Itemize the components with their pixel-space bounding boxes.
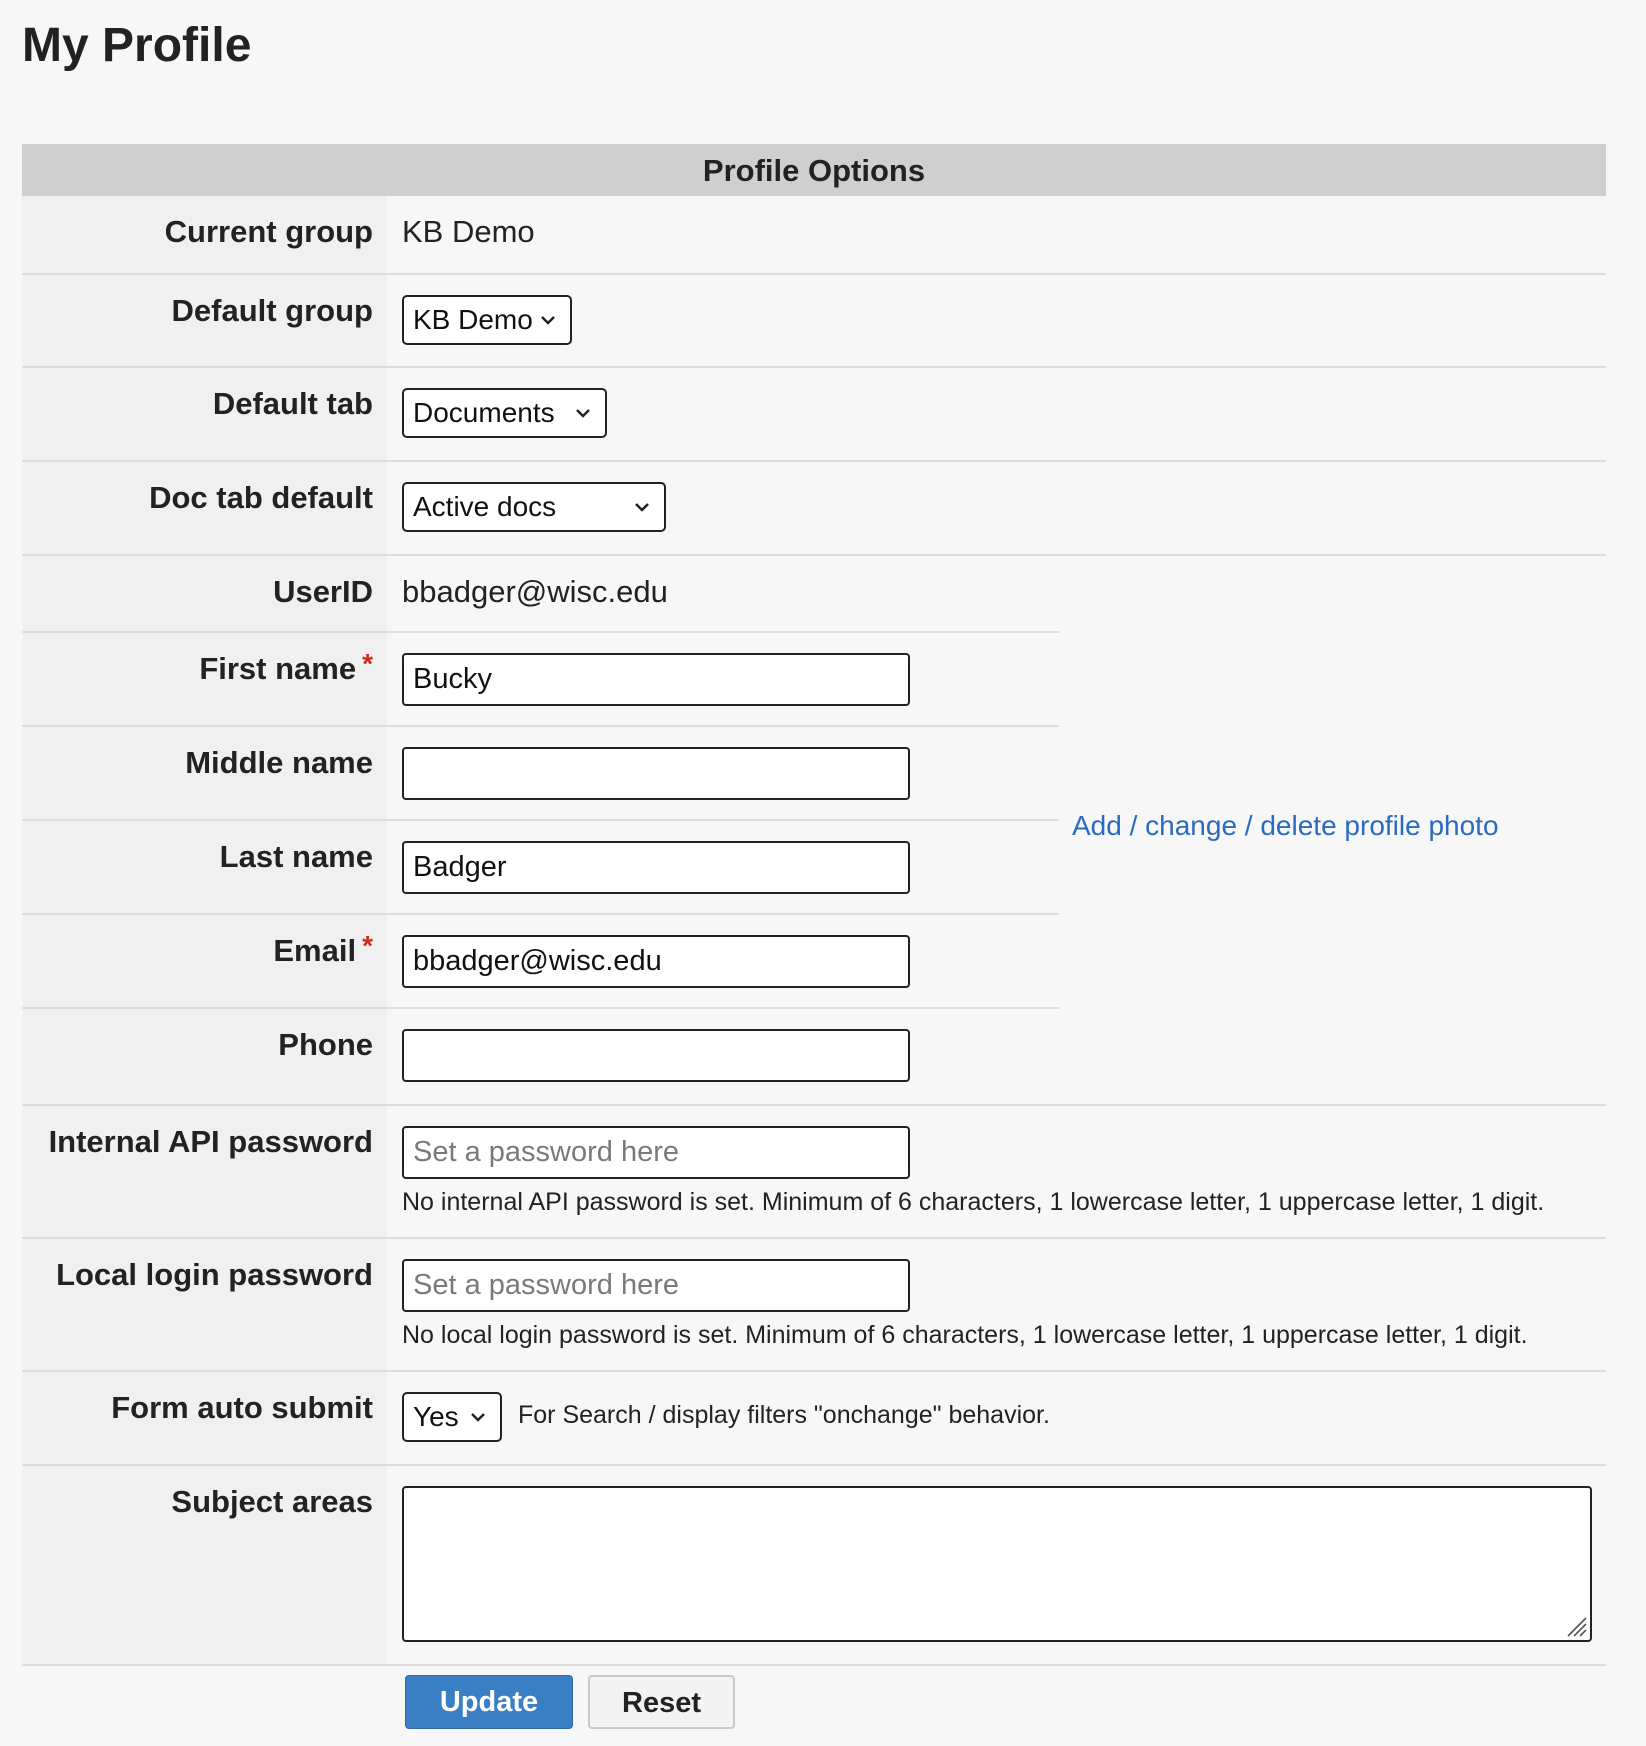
- email-input[interactable]: bbadger@wisc.edu: [402, 935, 910, 988]
- doc-tab-default-select[interactable]: [402, 482, 666, 532]
- default-group-label: Default group: [22, 275, 387, 366]
- form-auto-submit-cell: [387, 1372, 1606, 1464]
- row-middle-name: [22, 727, 1606, 821]
- local-login-password-input[interactable]: Set a password here: [402, 1259, 910, 1312]
- form-auto-submit-select[interactable]: [402, 1392, 502, 1442]
- update-button[interactable]: Update: [405, 1675, 573, 1729]
- reset-button[interactable]: Reset: [588, 1675, 735, 1729]
- email-label-cell: [22, 915, 387, 1009]
- internal-api-password-label: Internal API password: [22, 1106, 387, 1237]
- internal-api-password-help: No internal API password is set. Minimum of 6 characters, 1 lowercase letter, 1 uppercase letter, 1 digit.: [402, 1188, 1545, 1216]
- middle-name-input[interactable]: [402, 747, 910, 800]
- middle-name-label: Middle name: [22, 727, 387, 821]
- local-login-password-label: Local login password: [22, 1239, 387, 1370]
- first-name-input[interactable]: Bucky: [402, 653, 910, 706]
- email-label: Email: [273, 933, 357, 968]
- row-first-name: [22, 633, 1606, 727]
- row-email: [22, 915, 1606, 1009]
- middle-name-cell: [387, 727, 1606, 821]
- first-name-label-cell: [22, 633, 387, 727]
- chevron-down-icon: [468, 1394, 488, 1440]
- email-cell: [387, 915, 1606, 1009]
- last-name-label: Last name: [22, 821, 387, 915]
- first-name-label: First name: [199, 651, 357, 686]
- userid-label: UserID: [22, 556, 387, 633]
- first-name-cell: [387, 633, 1606, 727]
- phone-cell: [387, 1009, 1606, 1104]
- default-tab-label: Default tab: [22, 368, 387, 460]
- userid-value: bbadger@wisc.edu: [387, 556, 1606, 633]
- profile-options-panel: [22, 144, 1606, 1666]
- current-group-label: Current group: [22, 196, 387, 273]
- default-group-cell: [387, 275, 1606, 366]
- last-name-input[interactable]: Badger: [402, 841, 910, 894]
- default-group-selected: KB Demo: [413, 304, 533, 335]
- row-default-group: [22, 275, 1606, 368]
- row-internal-api-password: [22, 1106, 1606, 1239]
- row-default-tab: [22, 368, 1606, 462]
- local-login-password-help: No local login password is set. Minimum of 6 characters, 1 lowercase letter, 1 uppercase letter, 1 digit.: [402, 1321, 1528, 1349]
- profile-photo-link[interactable]: Add / change / delete profile photo: [1072, 810, 1499, 841]
- default-tab-cell: [387, 368, 1606, 460]
- resize-grip-icon[interactable]: [1564, 1614, 1588, 1638]
- form-auto-submit-selected: Yes: [413, 1401, 459, 1432]
- default-tab-select[interactable]: [402, 388, 607, 438]
- row-doc-tab-default: [22, 462, 1606, 556]
- row-subject-areas: [22, 1466, 1606, 1666]
- internal-api-password-cell: [387, 1106, 1606, 1237]
- local-login-password-cell: [387, 1239, 1606, 1370]
- chevron-down-icon: [632, 484, 652, 530]
- form-auto-submit-label: Form auto submit: [22, 1372, 387, 1464]
- form-auto-submit-help: For Search / display filters "onchange" behavior.: [518, 1401, 1050, 1429]
- subject-areas-label: Subject areas: [22, 1466, 387, 1664]
- default-tab-selected: Documents: [413, 397, 555, 428]
- doc-tab-default-selected: Active docs: [413, 491, 557, 522]
- doc-tab-default-cell: [387, 462, 1606, 554]
- chevron-down-icon: [538, 297, 558, 343]
- row-phone: [22, 1009, 1606, 1106]
- row-form-auto-submit: [22, 1372, 1606, 1466]
- panel-header: Profile Options: [22, 144, 1606, 196]
- subject-areas-cell: [387, 1466, 1606, 1664]
- subject-areas-textarea[interactable]: [402, 1486, 1592, 1642]
- required-asterisk: *: [362, 930, 373, 961]
- page-title: My Profile: [22, 19, 252, 72]
- doc-tab-default-label: Doc tab default: [22, 462, 387, 554]
- chevron-down-icon: [573, 390, 593, 436]
- internal-api-password-input[interactable]: Set a password here: [402, 1126, 910, 1179]
- current-group-value: KB Demo: [387, 196, 1606, 273]
- phone-input[interactable]: [402, 1029, 910, 1082]
- default-group-select[interactable]: [402, 295, 572, 345]
- required-asterisk: *: [362, 648, 373, 679]
- row-current-group: [22, 196, 1606, 275]
- row-userid: [22, 556, 1606, 633]
- row-local-login-password: [22, 1239, 1606, 1372]
- phone-label: Phone: [22, 1009, 387, 1104]
